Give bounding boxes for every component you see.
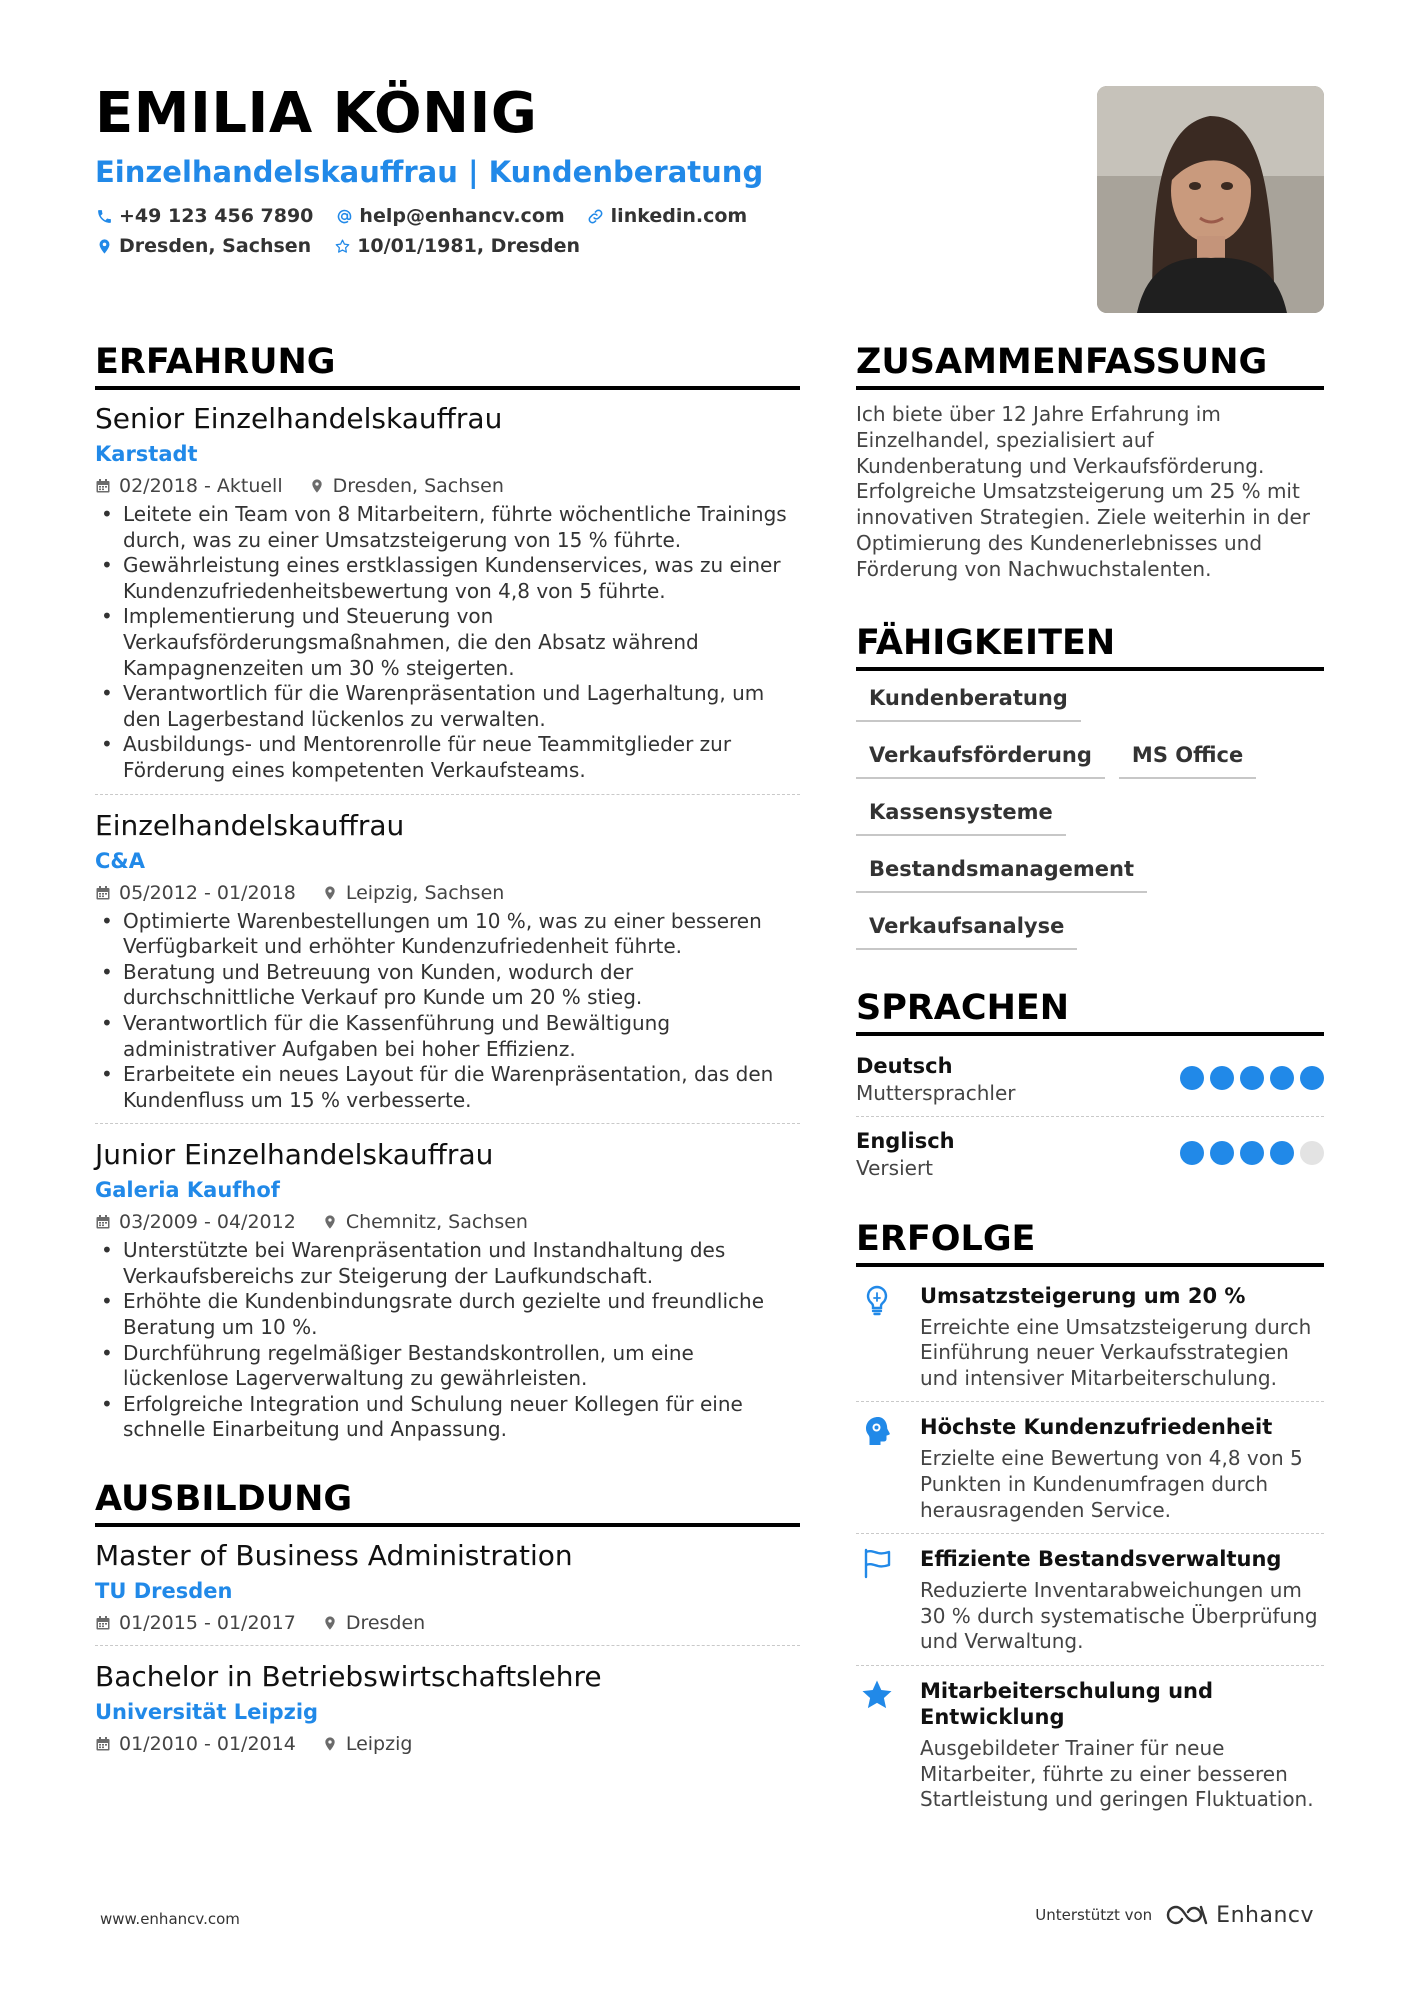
education-entry: [95, 1645, 800, 1766]
achievement-desc: Erzielte eine Bewertung von 4,8 von 5 Punkten in Kundenumfragen durch herausragenden Service.: [920, 1446, 1303, 1522]
language-level: Versiert: [856, 1155, 934, 1180]
achievements-section-title: ERFOLGE: [856, 1217, 1324, 1267]
link-icon: [587, 207, 605, 225]
achievement-desc: Ausgebildeter Trainer für neue Mitarbeiter, führte zu einer besseren Startleistung und geringen Fluktuation.: [920, 1735, 1314, 1812]
job-company: Galeria Kaufhof: [95, 1178, 280, 1203]
education-degree: Bachelor in Betriebswirtschaftslehre: [95, 1660, 602, 1694]
skills-section-title: FÄHIGKEITEN: [856, 621, 1324, 671]
calendar-icon: [95, 1214, 111, 1230]
footer-powered-by: Unterstützt von: [1035, 1906, 1153, 1924]
contact-birth-text: 10/01/1981, Dresden: [357, 235, 581, 257]
footer-website-link[interactable]: www.enhancv.com: [100, 1910, 240, 1928]
job-bullet: • Optimierte Warenbestellungen um 10 %, was zu einer besseren Verfügbarkeit und erhöhter Kundenzufriedenheit führte.: [95, 909, 800, 960]
language-name: Deutsch: [856, 1053, 953, 1078]
candidate-headline: Einzelhandelskauffrau | Kundenberatung: [95, 155, 764, 189]
job-title: Junior Einzelhandelskauffrau: [95, 1138, 494, 1172]
contact-location-text: Dresden, Sachsen: [119, 235, 312, 257]
at-icon: [335, 207, 353, 225]
job-location: [322, 881, 505, 905]
language-entry: [856, 1116, 1324, 1191]
rating-dot-filled: [1210, 1141, 1234, 1165]
skill-tag: Kassensysteme: [856, 797, 1066, 836]
star-icon: [860, 1678, 894, 1712]
enhancv-logo[interactable]: [1164, 1902, 1314, 1928]
education-meta: [95, 1611, 800, 1635]
job-bullet: • Erarbeitete ein neues Layout für die Warenpräsentation, das den Kundenfluss um 15 % verbesserte.: [95, 1062, 800, 1113]
location-icon: [309, 478, 325, 494]
language-entry: [856, 1048, 1324, 1116]
job-dates: [95, 474, 283, 498]
education-location: [322, 1732, 413, 1756]
achievement-title: Umsatzsteigerung um 20 %: [920, 1283, 1246, 1308]
achievement-entry: [856, 1665, 1324, 1823]
education-meta: [95, 1732, 800, 1756]
job-bullet: • Verantwortlich für die Warenpräsentation und Lagerhaltung, um den Lagerbestand lückenlos zu verwalten.: [95, 681, 800, 732]
summary-section-title: ZUSAMMENFASSUNG: [856, 340, 1324, 390]
education-location: [322, 1611, 425, 1635]
achievement-entry: [856, 1401, 1324, 1533]
rating-dot-filled: [1240, 1141, 1264, 1165]
job-dates-text: 02/2018 - Aktuell: [119, 475, 283, 497]
contact-email[interactable]: [335, 204, 564, 228]
education-degree: Master of Business Administration: [95, 1539, 573, 1573]
rating-dot-filled: [1300, 1066, 1324, 1090]
rating-dot-filled: [1210, 1066, 1234, 1090]
contact-linkedin[interactable]: [587, 204, 748, 228]
contact-phone-text: +49 123 456 7890: [119, 205, 314, 227]
job-bullet: • Gewährleistung eines erstklassigen Kundenservices, was zu einer Kundenzufriedenheitsbewertung von 4,8 von 5 führte.: [95, 553, 800, 604]
contact-list: [95, 204, 995, 258]
job-company: C&A: [95, 848, 145, 873]
achievement-title: Mitarbeiterschulung und Entwicklung: [920, 1678, 1213, 1729]
rating-dot-filled: [1270, 1141, 1294, 1165]
job-bullet: • Beratung und Betreuung von Kunden, wodurch der durchschnittliche Verkauf pro Kunde um 20 % stieg.: [95, 960, 800, 1011]
enhancv-logo-icon: [1164, 1902, 1210, 1928]
achievement-desc: Reduzierte Inventarabweichungen um 30 % durch systematische Überprüfung und Verwaltung.: [920, 1578, 1318, 1654]
calendar-icon: [95, 478, 111, 494]
language-level: Muttersprachler: [856, 1080, 1016, 1105]
job-bullets: [95, 909, 800, 1114]
languages-section-title: SPRACHEN: [856, 986, 1324, 1036]
calendar-icon: [95, 1736, 111, 1752]
job-bullets: [95, 1238, 800, 1443]
location-icon: [322, 1736, 338, 1752]
achievement-title: Höchste Kundenzufriedenheit: [920, 1415, 1273, 1440]
job-bullet: • Ausbildungs- und Mentorenrolle für neue Teammitglieder zur Förderung eines kompetenten Verkaufsteams.: [95, 732, 800, 783]
language-rating: [1180, 1066, 1324, 1090]
education-school: Universität Leipzig: [95, 1700, 319, 1725]
job-entry: [95, 794, 800, 1124]
calendar-icon: [95, 1615, 111, 1631]
job-location-text: Chemnitz, Sachsen: [345, 1211, 528, 1234]
job-bullet: • Durchführung regelmäßiger Bestandskontrollen, um eine lückenlose Lagerverwaltung zu gewährleisten.: [95, 1341, 800, 1392]
summary-text: Ich biete über 12 Jahre Erfahrung im Einzelhandel, spezialisiert auf Kundenberatung und Verkaufsförderung. Erfolgreiche Umsatzsteigerung um 25 % mit innovativen Strategien. Ziele weiterhin in der Optimierung des Kundenerlebnisses und Förderung von Nachwuchstalenten.: [856, 402, 1311, 581]
head-icon: [860, 1414, 894, 1448]
language-rating: [1180, 1141, 1324, 1165]
job-bullet: • Verantwortlich für die Kassenführung und Bewältigung administrativer Aufgaben bei hoher Effizienz.: [95, 1011, 800, 1062]
skill-tag: Kundenberatung: [856, 683, 1081, 722]
education-dates-text: 01/2015 - 01/2017: [119, 1612, 296, 1635]
achievement-entry: [856, 1533, 1324, 1665]
job-bullet: • Erhöhte die Kundenbindungsrate durch gezielte und freundliche Beratung um 10 %.: [95, 1289, 800, 1340]
phone-icon: [95, 207, 113, 225]
job-title: Einzelhandelskauffrau: [95, 808, 405, 842]
right-column: [856, 340, 1324, 1823]
job-dates-text: 05/2012 - 01/2018: [119, 881, 296, 904]
job-location: [322, 1210, 528, 1234]
resume-header: [95, 82, 1075, 258]
education-dates: [95, 1611, 296, 1635]
language-name: Englisch: [856, 1128, 955, 1153]
skills-list: [856, 683, 1324, 950]
achievement-desc: Erreichte eine Umsatzsteigerung durch Einführung neuer Verkaufsstrategien und intensiver Mitarbeiterschulung.: [920, 1314, 1312, 1390]
lightbulb-icon: [860, 1283, 894, 1317]
location-icon: [95, 237, 113, 255]
job-bullet: • Erfolgreiche Integration und Schulung neuer Kollegen für eine schnelle Einarbeitung und Anpassung.: [95, 1392, 800, 1443]
education-school: TU Dresden: [95, 1579, 233, 1604]
rating-dot-filled: [1180, 1141, 1204, 1165]
job-bullet: • Implementierung und Steuerung von Verkaufsförderungsmaßnahmen, die den Absatz während Kampagnenzeiten um 30 % steigerten.: [95, 604, 800, 681]
contact-phone[interactable]: [95, 204, 313, 228]
job-location-text: Leipzig, Sachsen: [345, 881, 505, 904]
candidate-name: EMILIA KÖNIG: [95, 81, 538, 146]
enhancv-brand-name: Enhancv: [1216, 1902, 1314, 1928]
profile-photo: [1097, 86, 1324, 313]
education-entry: [95, 1539, 800, 1645]
education-dates-text: 01/2010 - 01/2014: [119, 1733, 296, 1756]
education-dates: [95, 1732, 296, 1756]
job-location: [309, 474, 504, 498]
skill-tag: MS Office: [1119, 740, 1256, 779]
achievement-entry: [856, 1279, 1324, 1402]
job-meta: [95, 881, 800, 905]
rating-dot-empty: [1300, 1141, 1324, 1165]
rating-dot-filled: [1240, 1066, 1264, 1090]
rating-dot-filled: [1180, 1066, 1204, 1090]
star-icon: [333, 237, 351, 255]
calendar-icon: [95, 885, 111, 901]
job-dates: [95, 1210, 296, 1234]
education-section-title: AUSBILDUNG: [95, 1477, 800, 1527]
location-icon: [322, 1615, 338, 1631]
job-title: Senior Einzelhandelskauffrau: [95, 402, 503, 435]
job-entry: [95, 1123, 800, 1453]
job-meta: [95, 474, 800, 498]
job-meta: [95, 1210, 800, 1234]
contact-email-text: help@enhancv.com: [359, 205, 565, 227]
location-icon: [322, 885, 338, 901]
education-location-text: Leipzig: [345, 1733, 413, 1756]
job-bullet: • Unterstützte bei Warenpräsentation und Instandhaltung des Verkaufsbereichs zur Steigerung der Laufkundschaft.: [95, 1238, 800, 1289]
achievement-title: Effiziente Bestandsverwaltung: [920, 1547, 1282, 1572]
job-entry: [95, 402, 800, 794]
education-location-text: Dresden: [345, 1612, 426, 1635]
left-column: [95, 340, 800, 1766]
skill-tag: Verkaufsförderung: [856, 740, 1105, 779]
contact-linkedin-text: linkedin.com: [610, 205, 748, 227]
job-company: Karstadt: [95, 442, 198, 466]
location-icon: [322, 1214, 338, 1230]
skill-tag: Bestandsmanagement: [856, 854, 1147, 893]
job-bullets: [95, 502, 800, 784]
job-dates-text: 03/2009 - 04/2012: [119, 1211, 296, 1234]
flag-icon: [860, 1546, 894, 1580]
skill-tag: Verkaufsanalyse: [856, 911, 1077, 950]
job-bullet: • Leitete ein Team von 8 Mitarbeitern, führte wöchentliche Trainings durch, was zu einer Umsatzsteigerung von 15 % führte.: [95, 502, 800, 553]
rating-dot-filled: [1270, 1066, 1294, 1090]
job-dates: [95, 881, 296, 905]
job-location-text: Dresden, Sachsen: [332, 475, 504, 497]
experience-section-title: ERFAHRUNG: [95, 340, 800, 390]
contact-birth: [333, 234, 580, 258]
contact-location: [95, 234, 311, 258]
footer-branding: [1035, 1902, 1314, 1928]
